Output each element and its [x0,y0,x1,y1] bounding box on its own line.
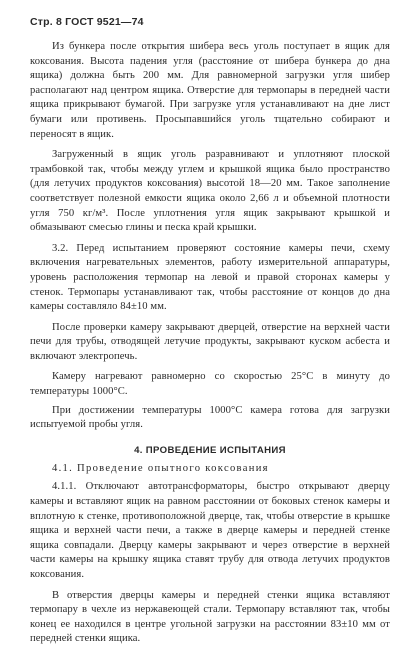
paragraph-3-2-inspection: 3.2. Перед испытанием проверяют состояние камеры печи, схему включения нагревательных элементов, работу измерительной аппаратуры, уровень расположения термопар на левой и правой сторонах камеры у стенок. Термопары устанавливают так, чтобы расстояние от концов до дна камеры составляло 84±10 мм. [30,242,390,313]
paragraph-coal-compaction: Загруженный в ящик уголь разравнивают и уплотняют плоской трамбовкой так, чтобы между углем и крышкой ящика было пространство (для летучих продуктов коксования) высотой 18—20 мм. Такое заполнение соответствует полезной емкости ящика около 2,66 л и объемной плотности угля 750 кг/м³. После уплотнения угля ящик закрывают крышкой и обмазывают смесью глины и песка край крышки. [30,149,390,234]
subsection-title: 4.1. Проведение опытного коксования [52,462,269,474]
paragraph-close-chamber: После проверки камеру закрывают дверцей, отверстие на верхней части печи для трубы, отводящей летучие продукты, закрывают куском асбеста и включают электропечь. [30,321,390,362]
paragraph-coal-loading: Из бункера после открытия шибера весь уголь поступает в ящик для коксования. Высота падения угля (расстояние от шибера бункера до дна ящика) должна быть 200 мм. Для равномерной загрузки угля шибер располагают над центром ящика. Отверстие для термопары в передней части ящика прикрывают бумагой. При загрузке угля устанавливают на дне лист бумаги или противень. Просыпавшийся уголь тщательно собирают и переносят в ящик. [30,41,390,140]
running-header: Стр. 8 ГОСТ 9521—74 [30,16,144,28]
paragraph-ready-for-loading: При достижении температуры 1000°С камера готова для загрузки испытуемой пробы угля. [30,404,390,431]
paragraph-4-1-1: 4.1.1. Отключают автотрансформаторы, быстро открывают дверцу камеры и вставляют ящик на равном расстоянии от боковых стенок камеры и вплотную к стенке, противоположной дверце, так, чтобы отверстие в крышке ящика и верхней части печи, а также в дверце камеры и передней стенке ящика совпадали. Дверцу камеры закрывают и через отверстие в верхней части камеры на крышку ящика ставят трубу для отвода летучих продуктов коксования. [30,481,390,580]
paragraph-heating: Камеру нагревают равномерно со скоростью 25°С в минуту до температуры 1000°С. [30,371,390,398]
section-heading: 4. ПРОВЕДЕНИЕ ИСПЫТАНИЯ [134,444,286,456]
paragraph-thermocouple-insertion: В отверстия дверцы камеры и передней стенки ящика вставляют термопару в чехле из нержавеющей стали. Термопару вставляют так, чтобы конец ее находился в центре угольной загрузки на расстоянии 83±10 мм от передней стенки ящика. [30,589,390,645]
